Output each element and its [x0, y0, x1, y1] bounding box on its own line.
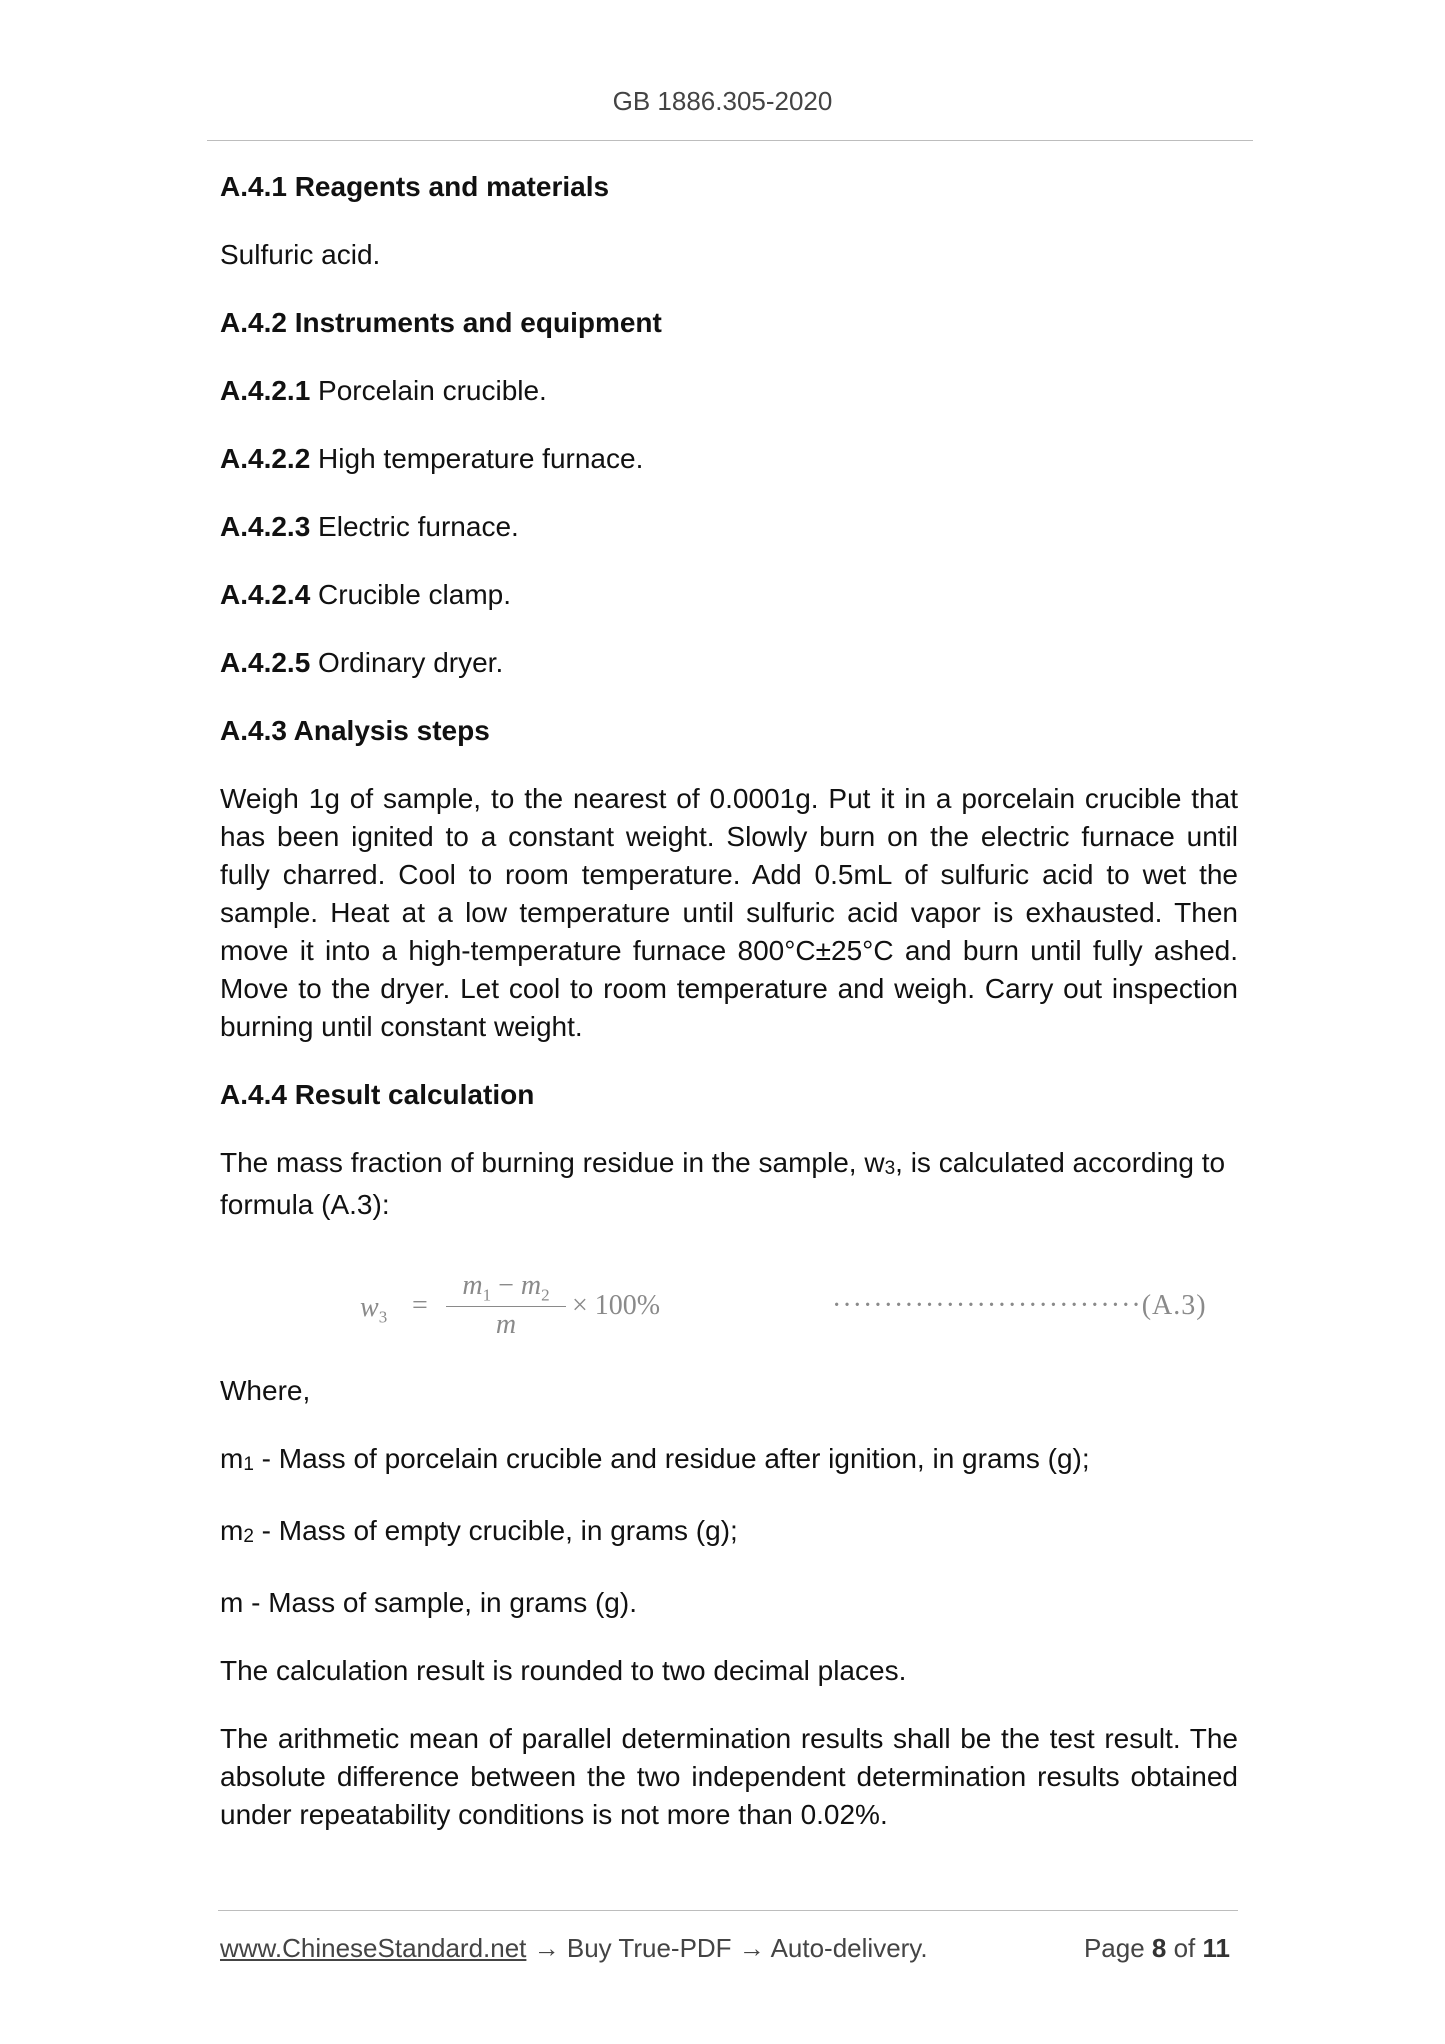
formula-times-percent: × 100%	[572, 1290, 661, 1321]
list-item	[220, 372, 1238, 410]
fraction-bar	[446, 1306, 566, 1307]
page-footer	[220, 1933, 1230, 1964]
definition-symbol: m	[220, 1587, 244, 1618]
list-item	[220, 576, 1238, 614]
formula-lhs-symbol: w	[360, 1292, 379, 1323]
item-number: A.4.2.1	[220, 375, 311, 406]
definition-subscript: 2	[243, 1526, 254, 1547]
paragraph-rounding: The calculation result is rounded to two decimal places.	[220, 1655, 907, 1686]
item-number: A.4.2.5	[220, 647, 311, 678]
numerator-b-subscript: 2	[541, 1285, 550, 1305]
formula-numerator	[442, 1270, 570, 1304]
intro-subscript: 3	[884, 1158, 896, 1179]
item-number: A.4.2.4	[220, 579, 311, 610]
intro-text: The mass fraction of burning residue in the sample, w	[220, 1147, 885, 1178]
of-label: of	[1166, 1933, 1203, 1963]
list-item	[220, 508, 1238, 546]
numerator-a-subscript: 1	[482, 1285, 492, 1305]
page-label: Page	[1083, 1933, 1152, 1963]
definition-symbol: m	[220, 1443, 244, 1474]
paragraph-conclusion: The arithmetic mean of parallel determination results shall be the test result. The absolute difference between the two independent determination results obtained under repeatability conditions is not more than 0.02%.	[220, 1723, 1238, 1830]
page-header: GB 1886.305-2020	[612, 86, 833, 116]
item-text: Ordinary dryer.	[310, 647, 504, 678]
section-heading-a41: A.4.1 Reagents and materials	[220, 171, 610, 202]
section-heading-a44: A.4.4 Result calculation	[220, 1079, 535, 1110]
footer-promo: → Buy True-PDF → Auto-delivery.	[526, 1933, 928, 1963]
definition-m2	[220, 1512, 1238, 1554]
where-label: Where,	[220, 1375, 311, 1406]
formula-denominator: m	[495, 1309, 517, 1340]
page-current: 8	[1151, 1933, 1167, 1963]
item-text: Crucible clamp.	[310, 579, 512, 610]
formula-lhs-subscript: 3	[378, 1307, 388, 1327]
paragraph-reagents: Sulfuric acid.	[220, 239, 381, 270]
list-item	[220, 644, 1238, 682]
definition-m	[220, 1584, 1238, 1622]
paragraph-analysis-steps: Weigh 1g of sample, to the nearest of 0.0001g. Put it in a porcelain crucible that has been ignited to a constant weight. Slowly burn on the electric furnace until fully charred. Cool to room temperature. Add 0.5mL of sulfuric acid to wet the sample. Heat at a low temperature until sulfuric acid vapor is exhausted. Then move it into a high-temperature furnace 800°C±25°C and burn until fully ashed. Move to the dryer. Let cool to room temperature and weigh. Carry out inspection burning until constant weight.	[220, 783, 1238, 1042]
numerator-a: m	[462, 1270, 483, 1301]
header-divider	[207, 140, 1253, 141]
numerator-minus: −	[491, 1270, 521, 1301]
item-number: A.4.2.2	[220, 443, 311, 474]
definition-text: - Mass of porcelain crucible and residue after ignition, in grams (g);	[253, 1443, 1090, 1474]
formula-a3	[360, 1270, 1240, 1350]
document-body	[220, 168, 1238, 1834]
definition-symbol: m	[220, 1515, 244, 1546]
definition-text: - Mass of empty crucible, in grams (g);	[253, 1515, 738, 1546]
section-heading-a42: A.4.2 Instruments and equipment	[220, 307, 662, 338]
numerator-b: m	[520, 1270, 542, 1301]
item-text: High temperature furnace.	[310, 443, 644, 474]
item-text: Porcelain crucible.	[310, 375, 547, 406]
paragraph-result-intro	[220, 1144, 1238, 1224]
item-number: A.4.2.3	[220, 511, 311, 542]
formula-equals: =	[412, 1290, 428, 1321]
formula-label: ······························(A.3)	[832, 1290, 1207, 1321]
page-number	[1084, 1933, 1230, 1964]
website-link[interactable]: www.ChineseStandard.net	[220, 1933, 527, 1963]
definition-subscript: 1	[243, 1454, 254, 1475]
intro-text-end: , is calculated according to formula (A.3):	[220, 1147, 1226, 1220]
section-heading-a43: A.4.3 Analysis steps	[220, 715, 490, 746]
item-text: Electric furnace.	[310, 511, 519, 542]
page-total: 11	[1202, 1933, 1230, 1963]
list-item	[220, 440, 1238, 478]
footer-divider	[218, 1910, 1238, 1911]
formula-fraction	[442, 1270, 570, 1341]
definition-text: - Mass of sample, in grams (g).	[243, 1587, 637, 1618]
definition-m1	[220, 1440, 1238, 1482]
formula-lhs	[360, 1292, 387, 1328]
